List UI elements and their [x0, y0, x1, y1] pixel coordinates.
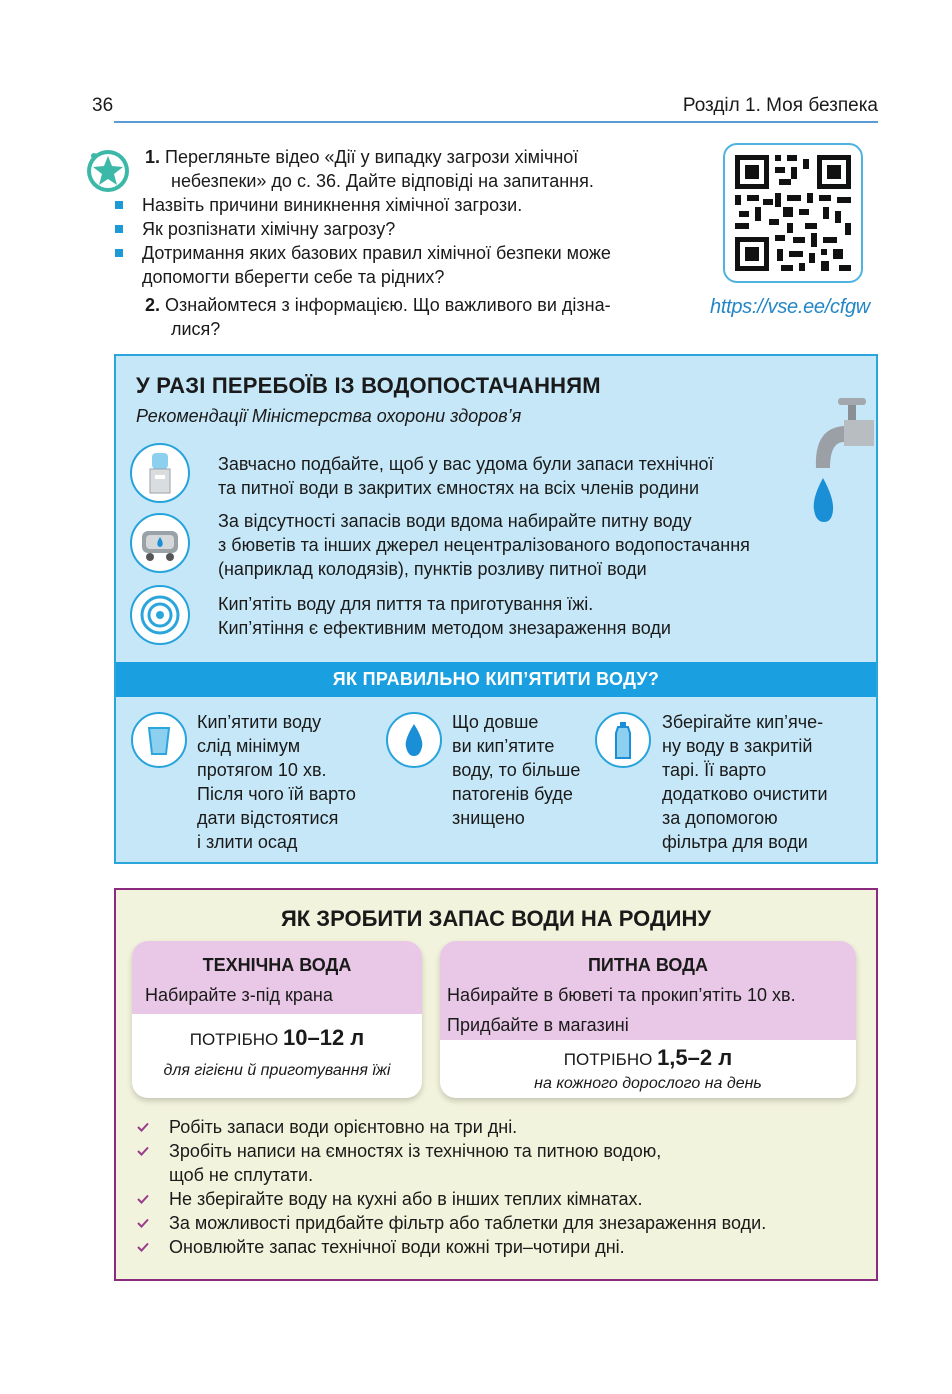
boil-column-line: за допомогою	[662, 808, 778, 828]
question-item: Дотримання яких базових правил хімічної безпеки може допомогти вберегти себе та рідних?	[112, 241, 692, 289]
glass-of-water-icon	[131, 712, 187, 768]
check-icon	[137, 1122, 149, 1132]
recommendation-3-line: Кип’ятіть воду для пиття та приготування їжі.	[218, 594, 594, 614]
boil-title: ЯК ПРАВИЛЬНО КИП’ЯТИТИ ВОДУ?	[332, 669, 660, 689]
check-icon	[137, 1194, 149, 1204]
technical-need-label: ПОТРІБНО	[189, 1030, 279, 1049]
qr-code-icon	[725, 145, 861, 281]
technical-water-card	[132, 941, 422, 1098]
boil-column-line: тарі. Її варто	[662, 760, 767, 780]
boil-column-line: Зберігайте кип’яче-	[662, 712, 824, 732]
question-list	[112, 193, 692, 289]
recommendation-3-line: Кип’ятіння є ефективним методом знезараження води	[218, 618, 671, 638]
boil-column-line: додатково очистити	[662, 784, 828, 804]
water-bottle-icon	[595, 712, 651, 768]
task-2-line-1: Ознайомтеся з інформацією. Що важливого ви дізна-	[165, 295, 611, 315]
recommendation-2-line: За відсутності запасів води вдома набирайте питну воду	[218, 511, 692, 531]
boil-column-line: Що довше	[452, 712, 539, 732]
task-2	[145, 293, 690, 341]
boil-column-line: воду, то більше	[452, 760, 581, 780]
tip-line: щоб не сплутати.	[169, 1165, 314, 1185]
section-title: Розділ 1. Моя безпека	[682, 95, 878, 116]
recommendation-3	[218, 592, 858, 640]
boil-column-3	[662, 710, 872, 854]
tip-item	[137, 1211, 877, 1235]
drinking-water-instruction-1: Набирайте в бюветі та прокип’ятіть 10 хв.	[447, 985, 796, 1005]
technical-water-instruction: Набирайте з-під крана	[145, 985, 333, 1005]
drinking-water-instruction-2: Придбайте в магазині	[447, 1015, 629, 1035]
drinking-need-label: ПОТРІБНО	[563, 1050, 653, 1069]
check-icon	[137, 1218, 149, 1228]
qr-code[interactable]	[723, 143, 863, 283]
tip-line: Зробіть написи на ємностях із технічною та питною водою,	[169, 1141, 662, 1161]
tip-line: Робіть запаси води орієнтовно на три дні.	[169, 1117, 518, 1137]
water-supply-title: У РАЗІ ПЕРЕБОЇВ ІЗ ВОДОПОСТАЧАННЯМ	[136, 373, 601, 398]
drinking-need-amount: 1,5–2 л	[657, 1045, 733, 1070]
boil-column-line: протягом 10 хв.	[197, 760, 327, 780]
drinking-water-card-header	[440, 941, 856, 1040]
drinking-water-card	[440, 941, 856, 1098]
drinking-water-note: на кожного дорослого на день	[534, 1075, 762, 1092]
boil-column-line: знищено	[452, 808, 525, 828]
recommendation-2	[218, 509, 858, 581]
boil-column-line: Після чого їй варто	[197, 784, 356, 804]
tips-list	[137, 1115, 877, 1259]
task-1-line-1: Перегляньте відео «Дії у випадку загрози хімічної	[165, 147, 579, 167]
task-2-number: 2.	[145, 295, 161, 315]
qr-link[interactable]: https://vse.ee/cfgw	[710, 296, 870, 318]
family-supply-title: ЯК ЗРОБИТИ ЗАПАС ВОДИ НА РОДИНУ	[280, 906, 712, 931]
boil-column-line: патогенів буде	[452, 784, 573, 804]
boil-column-line: Кип’ятити воду	[197, 712, 322, 732]
technical-water-title: ТЕХНІЧНА ВОДА	[202, 955, 352, 975]
recommendation-1-line: Завчасно подбайте, щоб у вас удома були запаси технічної	[218, 454, 714, 474]
tip-line: Не зберігайте воду на кухні або в інших теплих кімнатах.	[169, 1189, 643, 1209]
technical-water-note: для гігієни й приготування їжі	[163, 1062, 391, 1079]
tip-item	[137, 1187, 877, 1211]
boiling-water-icon	[130, 585, 190, 645]
boil-column-line: і злити осад	[197, 832, 298, 852]
boil-column-1	[197, 710, 377, 854]
task-1-line-2: небезпеки» до с. 36. Дайте відповіді на запитання.	[171, 171, 594, 191]
boil-column-line: слід мінімум	[197, 736, 301, 756]
technical-need-amount: 10–12 л	[283, 1025, 365, 1050]
boil-column-2	[452, 710, 602, 830]
boil-column-line: фільтра для води	[662, 832, 808, 852]
recommendation-2-line: з бюветів та інших джерел нецентралізованого водопостачання	[218, 535, 750, 555]
boil-column-line: дати відстоятися	[197, 808, 339, 828]
check-icon	[137, 1146, 149, 1156]
tip-item	[137, 1139, 877, 1187]
page-number: 36	[92, 95, 114, 116]
task-1-number: 1.	[145, 147, 161, 167]
water-cooler-icon	[130, 443, 190, 503]
technical-water-card-header	[132, 941, 422, 1014]
task-1	[145, 145, 685, 193]
boil-column-line: ну воду в закритій	[662, 736, 813, 756]
tip-item	[137, 1235, 877, 1259]
drinking-water-need	[440, 1045, 856, 1071]
water-tank-icon	[130, 513, 190, 573]
question-item: Назвіть причини виникнення хімічної загрози.	[112, 193, 692, 217]
drinking-water-title: ПИТНА ВОДА	[587, 955, 708, 975]
boil-column-line: ви кип’ятите	[452, 736, 555, 756]
question-item: Як розпізнати хімічну загрозу?	[112, 217, 692, 241]
recommendation-2-line: (наприклад колодязів), пунктів розливу питної води	[218, 559, 647, 579]
check-icon	[137, 1242, 149, 1252]
star-badge-icon	[84, 146, 132, 194]
technical-water-need	[132, 1025, 422, 1051]
water-drop-icon	[386, 712, 442, 768]
recommendation-1	[218, 452, 858, 500]
tip-item	[137, 1115, 877, 1139]
water-supply-subtitle: Рекомендації Міністерства охорони здоров’я	[136, 406, 522, 426]
tip-line: Оновлюйте запас технічної води кожні три–чотири дні.	[169, 1237, 625, 1257]
task-2-line-2: лися?	[171, 319, 221, 339]
recommendation-1-line: та питної води в закритих ємностях на всіх членів родини	[218, 478, 700, 498]
header-rule	[114, 121, 878, 123]
tip-line: За можливості придбайте фільтр або таблетки для знезараження води.	[169, 1213, 767, 1233]
